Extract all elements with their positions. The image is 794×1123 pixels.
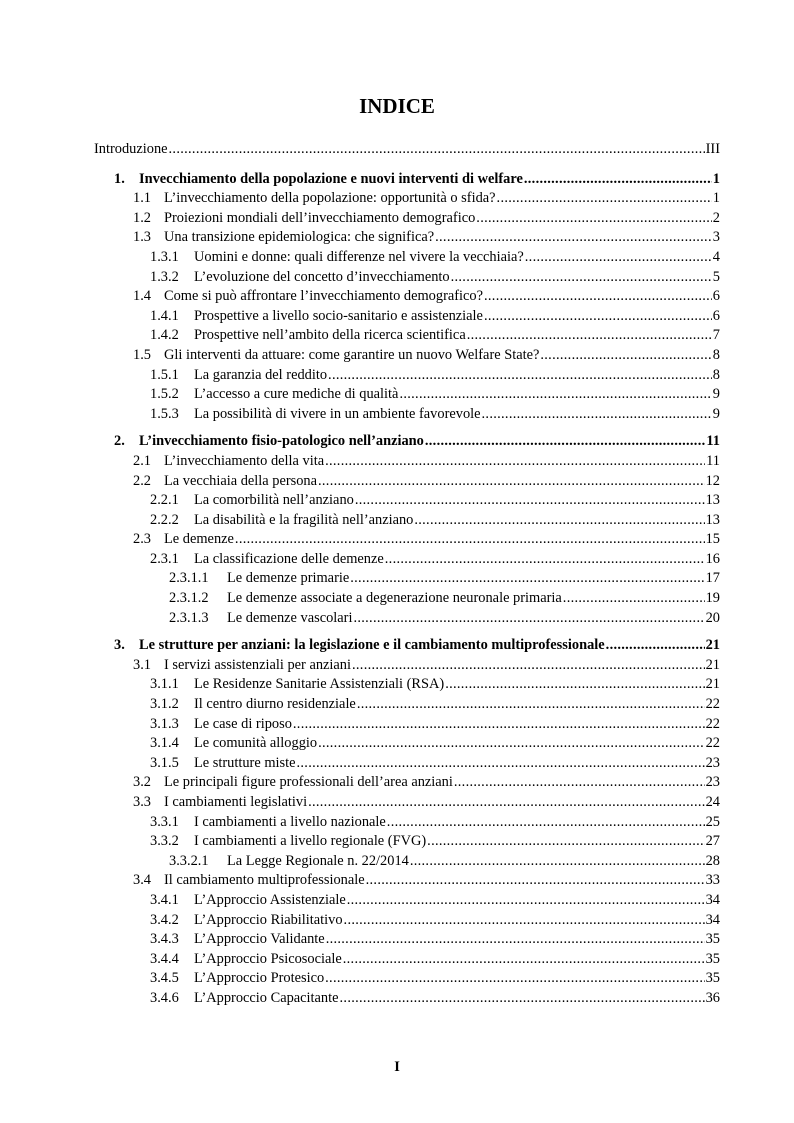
dot-leader	[451, 268, 712, 288]
toc-entry-page: 34	[705, 891, 720, 908]
toc-entry-title: L’Approccio Riabilitativo	[194, 911, 343, 928]
toc-entry-page: 1	[712, 170, 720, 187]
toc-entry-page: 22	[705, 696, 720, 713]
toc-entry	[94, 472, 720, 492]
dot-leader	[347, 891, 705, 911]
toc-entry	[94, 930, 720, 950]
toc-entry	[94, 695, 720, 715]
toc-entry	[94, 569, 720, 589]
dot-leader	[497, 189, 712, 209]
toc-entry-title: Introduzione	[94, 141, 168, 157]
toc-entry-title: L’invecchiamento fisio-patologico nell’anziano	[139, 433, 424, 450]
toc-entry-title: L’Approccio Assistenziale	[194, 891, 346, 908]
toc-chapter-entry	[94, 432, 720, 452]
dot-leader	[355, 491, 705, 511]
dot-leader	[387, 813, 705, 833]
toc-entry	[94, 773, 720, 793]
toc-entry-page: III	[705, 141, 720, 157]
dot-leader	[308, 793, 705, 813]
toc-entry	[94, 307, 720, 327]
toc-entry-page: 22	[705, 715, 720, 732]
toc-chapter-entry	[94, 636, 720, 656]
dot-leader	[297, 754, 705, 774]
toc-entry-number: 2.2.1	[150, 492, 179, 509]
toc-entry-page: 6	[712, 288, 720, 305]
toc-entry-number: 1.4	[133, 288, 151, 305]
dot-leader	[484, 307, 712, 327]
toc-entry	[94, 675, 720, 695]
toc-entry-number: 3.	[114, 637, 125, 654]
toc-entry-title: I cambiamenti legislativi	[164, 794, 308, 810]
dot-leader	[318, 472, 705, 492]
page-number: I	[394, 1059, 400, 1075]
dot-leader	[414, 511, 704, 531]
toc-entry-title: L’invecchiamento della vita	[164, 452, 325, 469]
toc-entry-page: 28	[705, 852, 720, 869]
toc-entry	[94, 287, 720, 307]
toc-entry-title: La possibilità di vivere in un ambiente favorevole	[194, 405, 481, 422]
toc-entry-page: 23	[705, 754, 720, 771]
toc-entry	[94, 491, 720, 511]
toc-entry-page: 21	[705, 637, 720, 654]
toc-entry-number: 2.3.1.3	[169, 609, 209, 626]
toc-entry-title: I cambiamenti a livello nazionale	[194, 813, 386, 830]
toc-entry-title: La disabilità e la fragilità nell’anziano	[194, 511, 414, 528]
toc-entry-title: L’Approccio Psicosociale	[194, 950, 342, 967]
toc-entry	[94, 754, 720, 774]
toc-entry-page: 23	[705, 774, 720, 791]
toc-entry	[94, 989, 720, 1009]
toc-entry-title: Uomini e donne: quali differenze nel vivere la vecchiaia?	[194, 248, 524, 265]
toc-entry-number: 1.5.1	[150, 366, 179, 383]
dot-leader	[563, 589, 705, 609]
toc-entry-number: 3.4.6	[150, 989, 179, 1006]
toc-entry-number: 2.1	[133, 452, 151, 469]
toc-entry-title: La comorbilità nell’anziano	[194, 492, 354, 509]
toc-entry-title: Le strutture per anziani: la legislazione e il cambiamento multiprofessionale	[139, 637, 605, 654]
toc-entry-number: 3.1.3	[150, 715, 179, 732]
toc-entry-number: 3.2	[133, 774, 151, 791]
toc-entry-page: 7	[712, 327, 720, 344]
toc-entry	[94, 326, 720, 346]
toc-entry-title: L’Approccio Protesico	[194, 970, 325, 987]
toc-entry-title: La vecchiaia della persona	[164, 472, 318, 489]
toc-entry-title: L’evoluzione del concetto d’invecchiamento	[194, 268, 450, 285]
dot-leader	[484, 287, 712, 307]
toc-entry	[94, 715, 720, 735]
toc-entry-page: 33	[705, 872, 720, 889]
dot-leader	[425, 432, 706, 452]
dot-leader	[366, 871, 705, 891]
dot-leader	[606, 636, 705, 656]
toc-entry-page: 34	[705, 911, 720, 928]
dot-leader	[352, 656, 705, 676]
dot-leader	[318, 734, 705, 754]
toc-entry-number: 2.	[114, 433, 125, 450]
toc-entry-title: L’Approccio Validante	[194, 931, 325, 948]
toc-entry-title: Le Residenze Sanitarie Assistenziali (RSA)	[194, 676, 445, 693]
table-of-contents	[94, 140, 720, 1009]
toc-entry-title: Proiezioni mondiali dell’invecchiamento demografico	[164, 209, 476, 226]
toc-entry-number: 3.3.2.1	[169, 852, 209, 869]
dot-leader	[326, 930, 705, 950]
dot-leader	[385, 550, 705, 570]
toc-entry-page: 20	[705, 609, 720, 626]
toc-entry-page: 21	[705, 676, 720, 693]
toc-entry-number: 3.4.2	[150, 911, 179, 928]
dot-leader	[445, 675, 704, 695]
dot-leader	[427, 832, 704, 852]
toc-entry-number: 3.1.5	[150, 754, 179, 771]
toc-entry-page: 25	[705, 813, 720, 830]
dot-leader	[344, 911, 705, 931]
toc-entry-page: 4	[712, 248, 720, 265]
toc-entry-number: 1.1	[133, 190, 151, 207]
toc-entry-page: 22	[705, 735, 720, 752]
toc-entry	[94, 385, 720, 405]
toc-entry-page: 35	[705, 950, 720, 967]
toc-entry	[94, 511, 720, 531]
dot-leader	[343, 950, 705, 970]
toc-entry-number: 2.3.1	[150, 550, 179, 567]
toc-entry-number: 2.3.1.1	[169, 570, 209, 587]
toc-entry-number: 3.3.2	[150, 833, 179, 850]
toc-entry-title: Le demenze associate a degenerazione neuronale primaria	[227, 590, 562, 607]
toc-entry-page: 13	[705, 511, 720, 528]
dot-leader	[340, 989, 705, 1009]
toc-entry-number: 1.5.3	[150, 405, 179, 422]
toc-entry	[94, 871, 720, 891]
toc-entry-page: 36	[705, 989, 720, 1006]
toc-entry-number: 3.4.5	[150, 970, 179, 987]
toc-entry	[94, 969, 720, 989]
toc-entry-title: Invecchiamento della popolazione e nuovi interventi di welfare	[139, 170, 523, 187]
toc-entry-title: Gli interventi da attuare: come garantire un nuovo Welfare State?	[164, 346, 540, 363]
toc-entry-number: 2.3	[133, 531, 151, 548]
toc-entry-number: 3.1.1	[150, 676, 179, 693]
dot-leader	[540, 346, 711, 366]
toc-entry-page: 35	[705, 970, 720, 987]
dot-leader	[524, 170, 712, 190]
dot-leader	[357, 695, 705, 715]
toc-entry-title: Prospettive nell’ambito della ricerca scientifica	[194, 327, 466, 344]
toc-entry-title: Le demenze vascolari	[227, 609, 353, 626]
toc-entry	[94, 589, 720, 609]
toc-entry-number: 1.5	[133, 346, 151, 363]
toc-entry-number: 3.4.4	[150, 950, 179, 967]
toc-entry-title: Prospettive a livello socio-sanitario e assistenziale	[194, 307, 483, 324]
toc-entry-title: L’accesso a cure mediche di qualità	[194, 386, 399, 403]
toc-entry	[94, 832, 720, 852]
toc-entry	[94, 405, 720, 425]
toc-entry	[94, 891, 720, 911]
toc-entry-title: Le principali figure professionali dell’area anziani	[164, 774, 453, 791]
dot-leader	[410, 852, 705, 872]
toc-entry	[94, 228, 720, 248]
dot-leader	[325, 969, 704, 989]
toc-entry	[94, 793, 720, 813]
toc-entry	[94, 911, 720, 931]
toc-entry-title: Le comunità alloggio	[194, 735, 318, 752]
toc-entry	[94, 189, 720, 209]
toc-entry-number: 3.4.1	[150, 891, 179, 908]
dot-leader	[328, 366, 712, 386]
toc-entry-title: La Legge Regionale n. 22/2014	[227, 852, 409, 869]
dot-leader	[350, 569, 704, 589]
toc-entry-title: Una transizione epidemiologica: che significa?	[164, 229, 435, 246]
toc-entry-number: 3.4.3	[150, 931, 179, 948]
toc-entry-page: 24	[705, 794, 720, 810]
toc-entry-title: La garanzia del reddito	[194, 366, 328, 383]
toc-entry-page: 21	[705, 656, 720, 673]
toc-entry	[94, 813, 720, 833]
toc-entry	[94, 248, 720, 268]
toc-entry	[94, 452, 720, 472]
toc-entry-page: 5	[712, 268, 720, 285]
toc-entry	[94, 950, 720, 970]
toc-entry-title: La classificazione delle demenze	[194, 550, 384, 567]
toc-entry-page: 3	[712, 229, 720, 246]
toc-entry-page: 11	[706, 433, 720, 450]
toc-entry-page: 13	[705, 492, 720, 509]
page-title: INDICE	[359, 94, 435, 118]
toc-chapter-entry	[94, 170, 720, 190]
toc-entry	[94, 366, 720, 386]
toc-entry-title: Come si può affrontare l’invecchiamento demografico?	[164, 288, 484, 305]
toc-entry-number: 1.3	[133, 229, 151, 246]
toc-entry-page: 8	[712, 366, 720, 383]
toc-entry-page: 8	[712, 346, 720, 363]
toc-entry-page: 9	[712, 405, 720, 422]
dot-leader	[482, 405, 712, 425]
toc-entry	[94, 346, 720, 366]
dot-leader	[435, 228, 712, 248]
toc-entry-title: I servizi assistenziali per anziani	[164, 656, 352, 673]
toc-entry-page: 1	[712, 190, 720, 207]
toc-entry-number: 1.5.2	[150, 386, 179, 403]
toc-entry	[94, 609, 720, 629]
toc-entry	[94, 550, 720, 570]
toc-entry	[94, 734, 720, 754]
toc-entry-title: L’invecchiamento della popolazione: opportunità o sfida?	[164, 190, 496, 207]
toc-entry-number: 1.2	[133, 209, 151, 226]
dot-leader	[293, 715, 705, 735]
toc-entry-page: 9	[712, 386, 720, 403]
toc-entry-number: 2.3.1.2	[169, 590, 209, 607]
toc-entry-number: 3.4	[133, 872, 151, 889]
toc-entry-title: Le demenze primarie	[227, 570, 350, 587]
dot-leader	[353, 609, 704, 629]
dot-leader	[235, 530, 705, 550]
toc-entry-number: 1.4.1	[150, 307, 179, 324]
toc-entry-number: 3.3	[133, 794, 151, 810]
toc-entry-page: 27	[705, 833, 720, 850]
toc-entry	[94, 268, 720, 288]
dot-leader	[169, 140, 705, 160]
toc-entry-number: 1.3.1	[150, 248, 179, 265]
toc-entry	[94, 852, 720, 872]
dot-leader	[399, 385, 711, 405]
toc-entry-title: Il cambiamento multiprofessionale	[164, 872, 365, 889]
toc-entry-page: 16	[705, 550, 720, 567]
toc-entry	[94, 656, 720, 676]
toc-entry-number: 2.2	[133, 472, 151, 489]
toc-entry-title: Le demenze	[164, 531, 234, 548]
toc-entry	[94, 530, 720, 550]
toc-entry-number: 2.2.2	[150, 511, 179, 528]
toc-entry-number: 1.	[114, 170, 125, 187]
toc-entry	[94, 209, 720, 229]
toc-entry-number: 3.1.4	[150, 735, 179, 752]
dot-leader	[476, 209, 712, 229]
toc-entry-title: Le case di riposo	[194, 715, 292, 732]
toc-entry-title: L’Approccio Capacitante	[194, 989, 339, 1006]
toc-entry-number: 3.1	[133, 656, 151, 673]
dot-leader	[325, 452, 705, 472]
toc-entry-page: 2	[712, 209, 720, 226]
toc-entry-page: 11	[706, 452, 720, 469]
toc-entry-page: 35	[705, 931, 720, 948]
toc-entry-page: 6	[712, 307, 720, 324]
dot-leader	[467, 326, 712, 346]
toc-entry-title: Le strutture miste	[194, 754, 296, 771]
toc-entry	[94, 140, 720, 160]
dot-leader	[454, 773, 705, 793]
toc-entry-number: 1.3.2	[150, 268, 179, 285]
toc-entry-title: Il centro diurno residenziale	[194, 696, 356, 713]
toc-entry-page: 17	[705, 570, 720, 587]
toc-entry-page: 12	[705, 472, 720, 489]
toc-entry-page: 19	[705, 590, 720, 607]
dot-leader	[525, 248, 712, 268]
toc-entry-number: 3.1.2	[150, 696, 179, 713]
toc-entry-number: 1.4.2	[150, 327, 179, 344]
toc-entry-page: 15	[705, 531, 720, 548]
toc-entry-title: I cambiamenti a livello regionale (FVG)	[194, 833, 427, 850]
toc-entry-number: 3.3.1	[150, 813, 179, 830]
